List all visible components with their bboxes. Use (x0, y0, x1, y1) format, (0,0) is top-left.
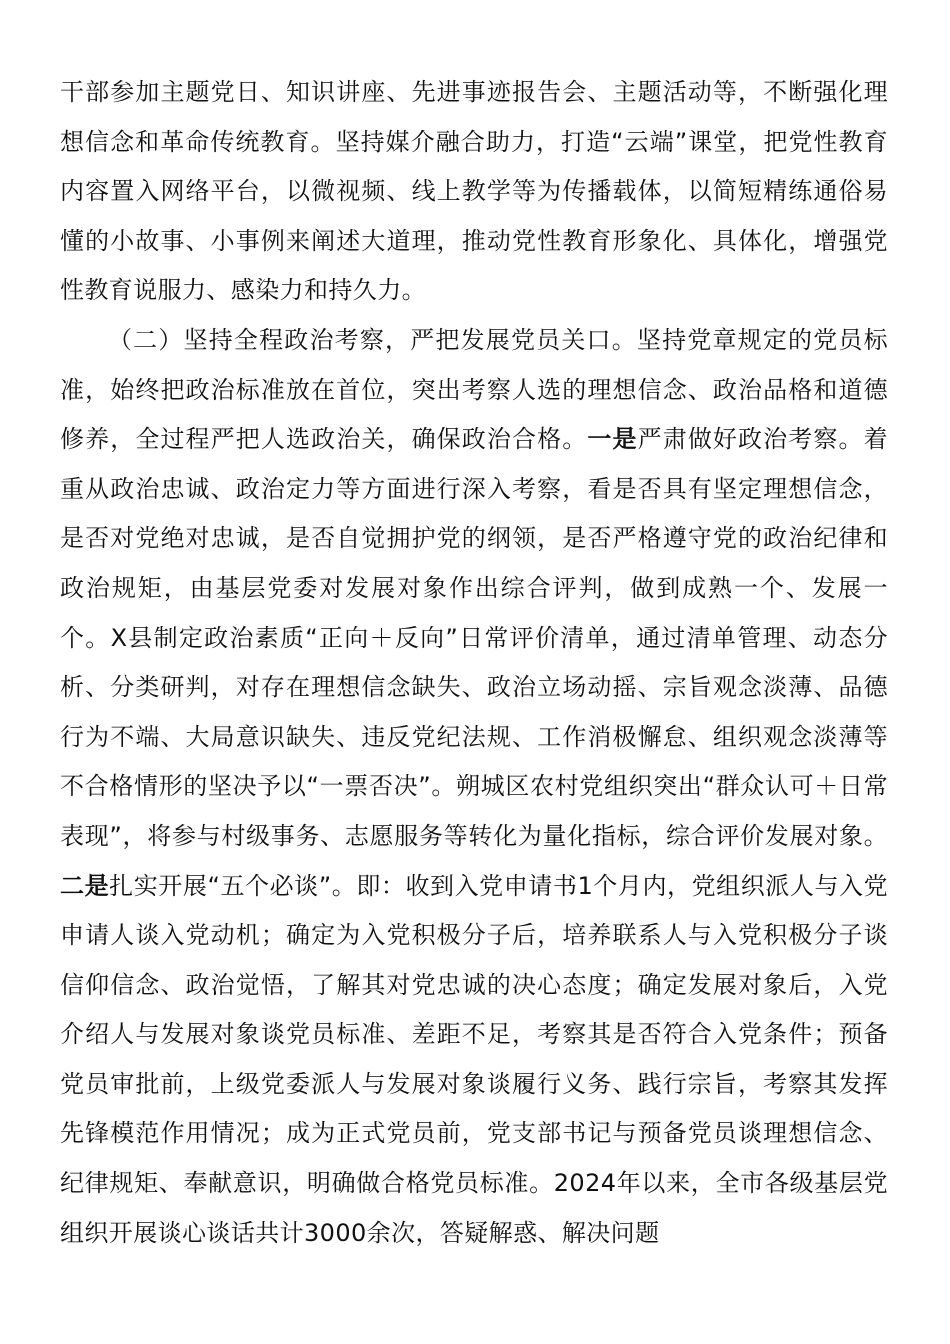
paragraph-party-education (60, 68, 888, 316)
point-1-text: 严肃做好政治考察。着重从政治忠诚、政治定力等方面进行深入考察，看是否具有坚定理想信念，是否对党绝对忠诚，是否自觉拥护党的纲领，是否严格遵守党的政治纪律和政治规矩，由基层党委对发展对象作出综合评判，做到成熟一个、发展一个。X县制定政治素质“正向＋反向”日常评价清单，通过清单管理、动态分析、分类研判，对存在理想信念缺失、政治立场动摇、宗旨观念淡薄、品德行为不端、大局意识缺失、违反党纪法规、工作消极懈怠、组织观念淡薄等不合格情形的坚决予以“一票否决”。朔城区农村党组织突出“群众认可＋日常表现”，将参与村级事务、志愿服务等转化为量化指标，综合评价发展对象。 (60, 425, 889, 850)
section-heading: （二）坚持全程政治考察，严把发展党员关口。 (108, 325, 637, 354)
paragraph-political-review (60, 316, 888, 1258)
paragraph-1-text: 干部参加主题党日、知识讲座、先进事迹报告会、主题活动等，不断强化理想信念和革命传统教育。坚持媒介融合助力，打造“云端”课堂，把党性教育内容置入网络平台，以微视频、线上教学等为传播载体，以简短精练通俗易懂的小故事、小事例来阐述大道理，推动党性教育形象化、具体化，增强党性教育说服力、感染力和持久力。 (60, 78, 888, 305)
point-2-text: 扎实开展“五个必谈”。即：收到入党申请书1个月内，党组织派人与入党申请人谈入党动机；确定为入党积极分子后，培养联系人与入党积极分子谈信仰信念、政治觉悟，了解其对党忠诚的决心态度；确定发展对象后，入党介绍人与发展对象谈党员标准、差距不足，考察其是否符合入党条件；预备党员审批前，上级党委派人与发展对象谈履行义务、践行宗旨，考察其发挥先锋模范作用情况；成为正式党员前，党支部书记与预备党员谈理想信念、纪律规矩、奉献意识，明确做合格党员标准。2024年以来，全市各级基层党组织开展谈心谈话共计3000余次，答疑解惑、解决问题 (60, 871, 888, 1247)
point-1-label: 一是 (587, 425, 638, 454)
section-intro: 坚持党章规定的党员标准，始终把政治标准放在首位，突出考察人选的理想信念、政治品格和道德修养，全过程严把人选政治关，确保政治合格。 (60, 325, 888, 454)
point-2-label: 二是 (60, 871, 110, 900)
